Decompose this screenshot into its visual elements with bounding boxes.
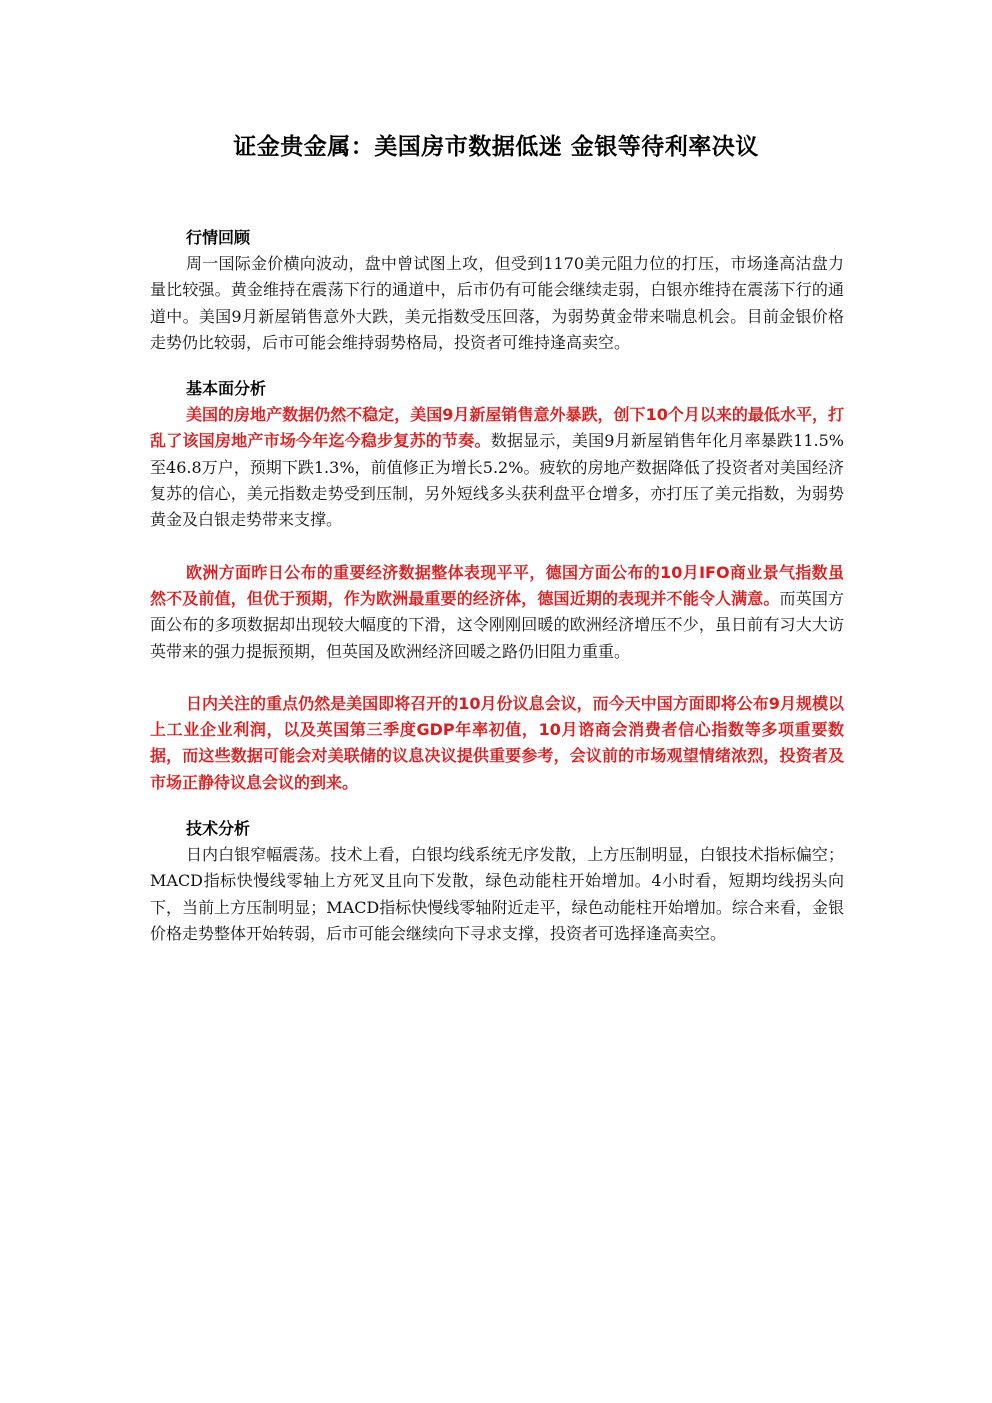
document-title: 证金贵金属：美国房市数据低迷 金银等待利率决议 [233, 134, 759, 160]
section-fundamentals [150, 376, 844, 796]
section-market-review [150, 225, 844, 356]
fundamentals-text-1: 数据显示，美国9月新屋销售年化月率暴跌11.5%至46.8万户，预期下跌1.3%，前值修正为增长5.2%。疲软的房地产数据降低了投资者对美国经济复苏的信心，美元指数走势受到压制，另外短线多头获利盘平仓增多，亦打压了美元指数，为弱势黄金及白银走势带来支撑。 [150, 431, 844, 530]
fundamentals-highlight-1: 美国的房地产数据仍然不稳定，美国9月新屋销售意外暴跌，创下10个月以来的最低水平，打乱了该国房地产市场今年迄今稳步复苏的节奏。 [150, 405, 844, 451]
section-technical [150, 816, 844, 947]
market-review-paragraph: 周一国际金价横向波动，盘中曾试图上攻，但受到1170美元阻力位的打压，市场逢高沽盘力量比较强。黄金维持在震荡下行的通道中，后市仍有可能会继续走弱，白银亦维持在震荡下行的通道中。美国9月新屋销售意外大跌，美元指数受压回落，为弱势黄金带来喘息机会。目前金银价格走势仍比较弱，后市可能会维持弱势格局，投资者可维持逢高卖空。 [150, 254, 844, 352]
technical-paragraph: 日内白银窄幅震荡。技术上看，白银均线系统无序发散，上方压制明显，白银技术指标偏空；MACD指标快慢线零轴上方死叉且向下发散，绿色动能柱开始增加。4小时看，短期均线拐头向下，当前上方压制明显；MACD指标快慢线零轴附近走平，绿色动能柱开始增加。综合来看，金银价格走势整体开始转弱，后市可能会继续向下寻求支撑，投资者可选择逢高卖空。 [150, 845, 844, 943]
section-heading-fundamentals: 基本面分析 [186, 379, 267, 399]
fundamentals-highlight-3: 日内关注的重点仍然是美国即将召开的10月份议息会议，而今天中国方面即将公布9月规模以上工业企业利润，以及英国第三季度GDP年率初值，10月谘商会消费者信心指数等多项重要数据，而这些数据可能会对美联储的议息决议提供重要参考，会议前的市场观望情绪浓烈，投资者及市场正静待议息会议的到来。 [150, 693, 844, 792]
section-heading-technical: 技术分析 [186, 819, 251, 839]
fundamentals-paragraph-1 [150, 402, 844, 533]
fundamentals-paragraph-2 [150, 560, 844, 665]
fundamentals-highlight-2: 欧洲方面昨日公布的重要经济数据整体表现平平，德国方面公布的10月IFO商业景气指数虽然不及前值，但优于预期，作为欧洲最重要的经济体，德国近期的表现并不能令人满意。 [150, 562, 844, 608]
document-body [150, 225, 844, 967]
fundamentals-paragraph-3 [150, 691, 844, 796]
fundamentals-text-2: 而英国方面公布的多项数据却出现较大幅度的下滑，这令刚刚回暖的欧洲经济增压不少，虽日前有习大大访英带来的强力提振预期，但英国及欧洲经济回暖之路仍旧阻力重重。 [150, 588, 844, 661]
section-heading-market-review: 行情回顾 [186, 228, 251, 247]
